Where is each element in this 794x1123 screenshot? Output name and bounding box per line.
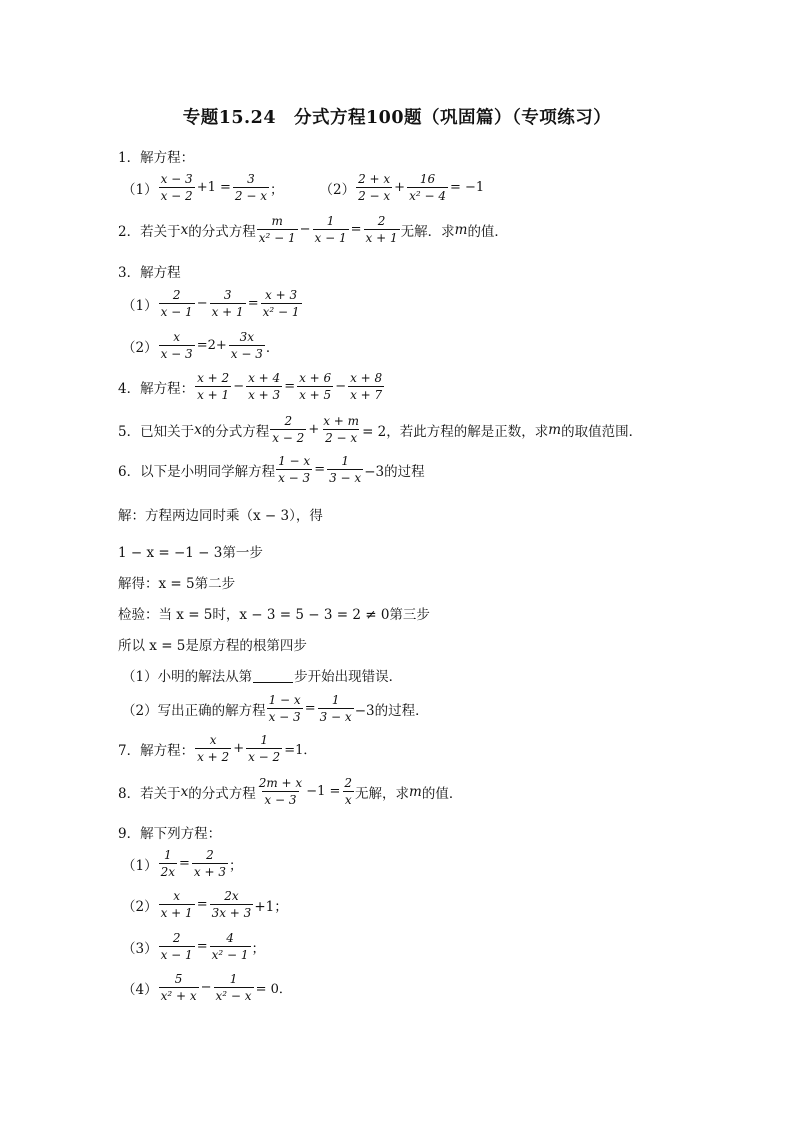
question-6-part-2: （2）写出正确的解方程 $\frac{1 - x}{x - 3}$ = $\frac{1}{3 - x}$ −3的过程． — [122, 693, 429, 724]
page-title: 专题15.24 分式方程100题（巩固篇）（专项练习） — [182, 108, 612, 128]
fraction: $\frac{1 - x}{x - 3}$ — [268, 693, 301, 724]
fraction: $\frac{m}{\text{x² − 1}}$ — [258, 214, 296, 245]
question-1-head: 1．解方程： — [118, 150, 195, 166]
fraction: $\frac{3}{2 - x}$ — [234, 172, 267, 203]
fraction: $\frac{1}{2x}$ — [160, 848, 175, 879]
fraction: $\frac{2m + x}{x - 3}$ — [258, 776, 303, 807]
fraction: $\frac{2}{x + 1}$ — [365, 214, 398, 245]
fraction: $\frac{2}{x - 1}$ — [160, 288, 193, 319]
fraction: $\frac{x}{x + 1}$ — [160, 889, 193, 920]
fraction: $\frac{x + 6}{x + 5}$ — [299, 371, 332, 402]
question-7: 7．解方程： $\frac{x}{x + 2}$ + $\frac{1}{x - 2}$ =1． — [118, 733, 317, 764]
solution-step-1: 1 − x = −1 − 3第一步 — [118, 545, 263, 561]
fraction: $\frac{x}{x + 2}$ — [197, 733, 230, 764]
fraction: $\frac{1 - x}{x - 3}$ — [278, 454, 311, 485]
fraction: $\frac{5}{\text{x² + x}}$ — [160, 972, 197, 1003]
fraction: $\frac{2x}{3x + 3}$ — [211, 889, 252, 920]
fraction: $\frac{3x}{x - 3}$ — [230, 330, 263, 361]
question-3-head: 3．解方程 — [118, 265, 181, 281]
fraction: $\frac{x + 4}{x + 3}$ — [248, 371, 281, 402]
fraction: $\frac{x}{x - 3}$ — [160, 330, 193, 361]
question-2: 2．若关于 x 的分式方程 $\frac{m}{\text{x² − 1}}$ − $\frac{1}{x - 1}$ = $\frac{2}{x + 1}$ 无解．求 m 的值． — [118, 214, 508, 245]
fraction: $\frac{1}{x - 2}$ — [248, 733, 281, 764]
answer-blank[interactable] — [253, 668, 293, 683]
fraction: $\frac{x + 8}{x + 7}$ — [350, 371, 383, 402]
question-5: 5．已知关于 x 的分式方程 $\frac{2}{x - 2}$ + $\frac{x + m}{2 - x}$ = 2，若此方程的解是正数，求 m 的取值范围． — [118, 414, 643, 445]
question-8: 8．若关于 x 的分式方程 $\frac{2m + x}{x - 3}$ −1 = $\frac{2}{x}$ 无解，求 m 的值． — [118, 776, 463, 807]
solution-step-3: 检验：当 x = 5时，x − 3 = 5 − 3 = 2 ≠ 0第三步 — [118, 607, 430, 623]
fraction: $\frac{2}{x + 3}$ — [193, 848, 226, 879]
question-9-part-2: （2） $\frac{x}{x + 1}$ = $\frac{2x}{3x + 3}$ +1； — [122, 889, 288, 920]
fraction: $\frac{3}{x + 1}$ — [211, 288, 244, 319]
fraction: $\frac{4}{\text{x² − 1}}$ — [211, 931, 249, 962]
fraction: $\frac{2}{x - 1}$ — [160, 931, 193, 962]
question-9-part-3: （3） $\frac{2}{x - 1}$ = $\frac{4}{\text{x² − 1}}$ ； — [122, 931, 265, 962]
question-3-part-1: （1） $\frac{2}{x - 1}$ − $\frac{3}{x + 1}$ = $\frac{x + 3}{\text{x² − 1}}$ — [122, 288, 300, 319]
question-1-equations: （1） $\frac{x - 3}{x - 2}$ +1 = $\frac{3}{2 - x}$ ； （2） $\frac{2 + x}{2 - x}$ + $\frac{16}{\text{x² − 4}}$ = −1 — [122, 172, 485, 203]
question-9-head: 9．解下列方程： — [118, 826, 222, 842]
question-6-part-1: （1）小明的解法从第 步开始出现错误． — [122, 669, 403, 685]
fraction: $\frac{16}{\text{x² − 4}}$ — [409, 172, 446, 203]
fraction: $\frac{2 + x}{2 - x}$ — [358, 172, 391, 203]
fraction: $\frac{2}{x - 2}$ — [272, 414, 305, 445]
fraction: $\frac{x - 3}{x - 2}$ — [160, 172, 193, 203]
question-9-part-1: （1） $\frac{1}{2x}$ = $\frac{2}{x + 3}$ ； — [122, 848, 243, 879]
fraction: $\frac{1}{x - 1}$ — [314, 214, 347, 245]
question-4: 4．解方程： $\frac{x + 2}{x + 1}$ − $\frac{x + 4}{x + 3}$ = $\frac{x + 6}{x + 5}$ − $\frac{x + 8}{x + 7}$ — [118, 371, 383, 402]
question-6: 6．以下是小明同学解方程 $\frac{1 - x}{x - 3}$ = $\frac{1}{3 - x}$ −3的过程 — [118, 454, 425, 485]
fraction: $\frac{2}{x}$ — [344, 776, 353, 807]
fraction: $\frac{1}{3 - x}$ — [329, 454, 362, 485]
fraction: $\frac{1}{3 - x}$ — [319, 693, 352, 724]
fraction: $\frac{x + m}{2 - x}$ — [323, 414, 360, 445]
fraction: $\frac{x + 3}{\text{x² − 1}}$ — [262, 288, 300, 319]
fraction: $\frac{x + 2}{x + 1}$ — [197, 371, 230, 402]
question-3-part-2: （2） $\frac{x}{x - 3}$ =2+ $\frac{3x}{x - 3}$ ． — [122, 330, 280, 361]
question-9-part-4: （4） $\frac{5}{\text{x² + x}}$ − $\frac{1}{\text{x² − x}}$ = 0． — [122, 972, 292, 1003]
fraction: $\frac{1}{\text{x² − x}}$ — [215, 972, 252, 1003]
solution-step-0: 解：方程两边同时乘（x − 3），得 — [118, 508, 323, 524]
solution-step-2: 解得：x = 5第二步 — [118, 576, 236, 592]
solution-step-4: 所以 x = 5是原方程的根第四步 — [118, 638, 307, 654]
